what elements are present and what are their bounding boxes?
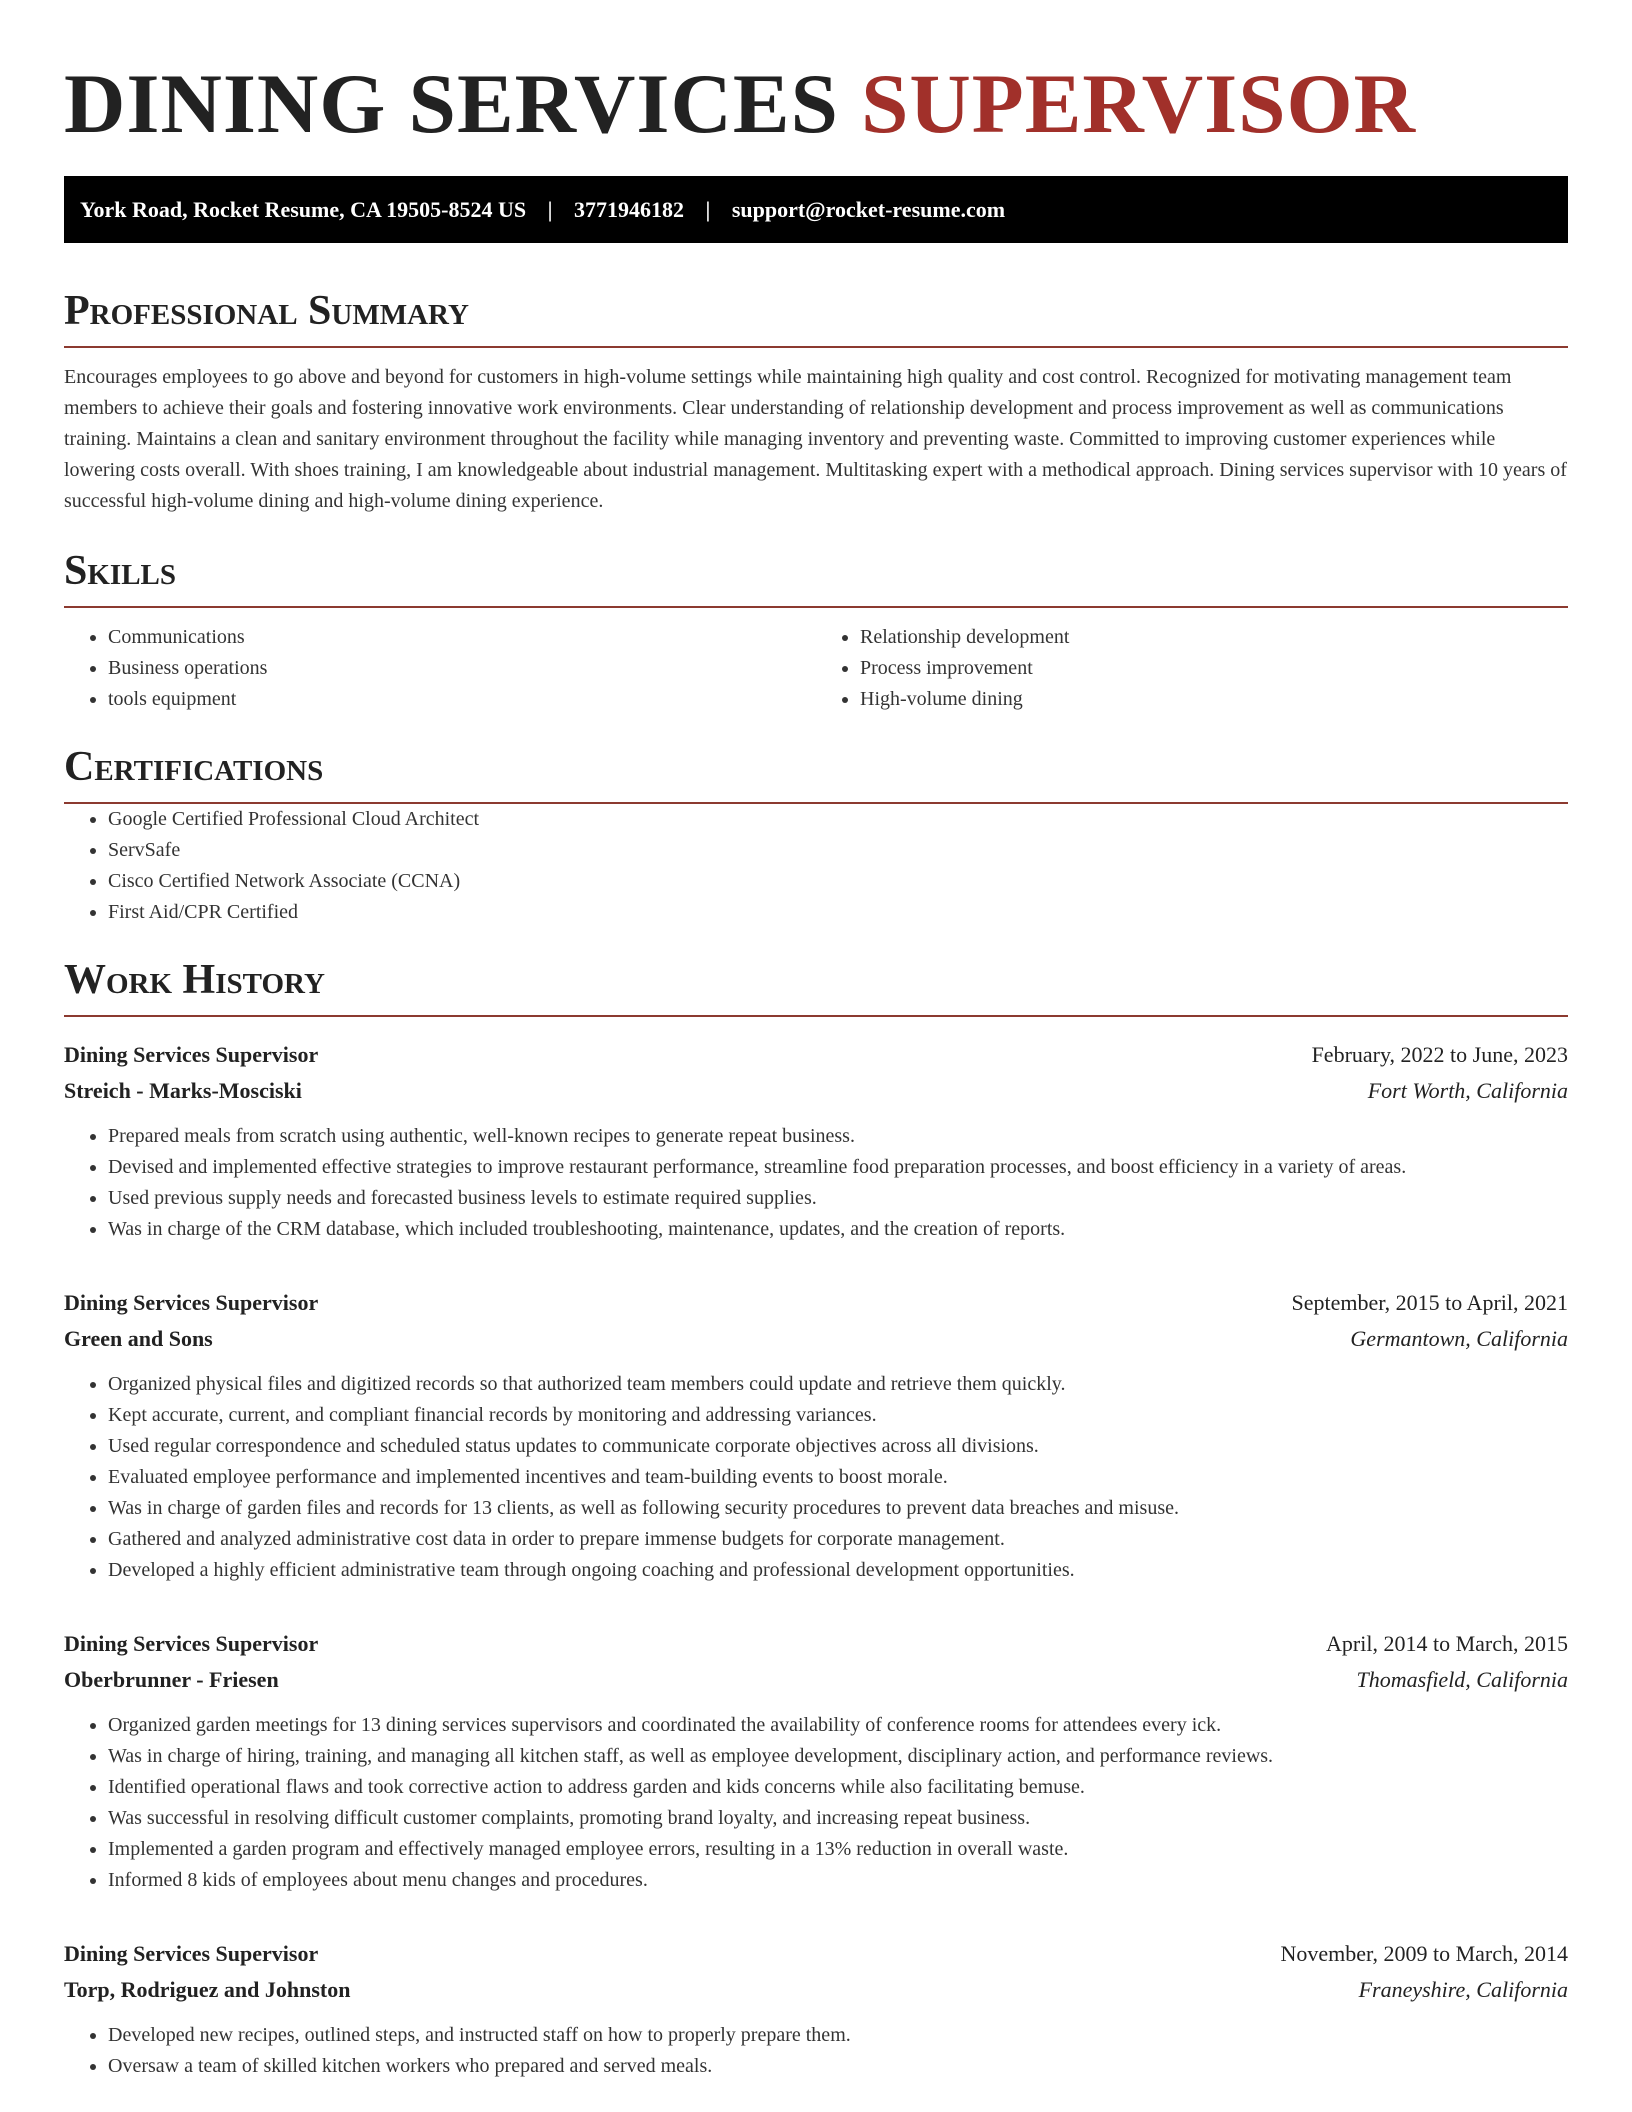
job-bullets: [64, 2020, 1568, 2082]
certification-item: • Google Certified Professional Cloud Architect: [108, 804, 1568, 835]
job-bullet: • Evaluated employee performance and implemented incentives and team-building events to boost morale.: [108, 1462, 1568, 1493]
skill-item: • tools equipment: [108, 684, 816, 715]
job-bullets: [64, 1710, 1568, 1896]
job-bullet: • Organized physical files and digitized records so that authorized team members could update and retrieve them quickly.: [108, 1369, 1568, 1400]
skills-list-left: [64, 622, 816, 715]
skill-item: • Relationship development: [860, 622, 1568, 653]
contact-separator: |: [547, 197, 553, 222]
job-bullet: • Was in charge of the CRM database, which included troubleshooting, maintenance, updates, and the creation of reports.: [108, 1214, 1568, 1245]
skill-item: • Process improvement: [860, 653, 1568, 684]
skills-heading: Skills: [64, 547, 1568, 608]
job-dates: September, 2015 to April, 2021: [1291, 1290, 1568, 1315]
job-company: Torp, Rodriguez and Johnston: [64, 1977, 351, 2002]
job-title: Dining Services Supervisor: [64, 1042, 319, 1067]
contact-bar: [64, 176, 1568, 243]
job-bullet: • Identified operational flaws and took corrective action to address garden and kids concerns while also facilitating bemuse.: [108, 1772, 1568, 1803]
job-bullet: • Devised and implemented effective strategies to improve restaurant performance, streamline food preparation processes, and boost efficiency in a variety of areas.: [108, 1152, 1568, 1183]
job-bullet: • Prepared meals from scratch using authentic, well-known recipes to generate repeat business.: [108, 1121, 1568, 1152]
contact-email[interactable]: support@rocket-resume.com: [731, 197, 1006, 222]
job-bullet: • Organized garden meetings for 13 dining services supervisors and coordinated the availability of conference rooms for attendees every ick.: [108, 1710, 1568, 1741]
certification-item: • Cisco Certified Network Associate (CCNA): [108, 866, 1568, 897]
resume-page: [64, 0, 1568, 2082]
job-location: Thomasfield, California: [1356, 1667, 1568, 1692]
contact-separator: |: [705, 197, 711, 222]
job-bullet: • Oversaw a team of skilled kitchen workers who prepared and served meals.: [108, 2051, 1568, 2082]
certification-item: • First Aid/CPR Certified: [108, 897, 1568, 928]
job-bullet: • Was in charge of garden files and records for 13 clients, as well as following security procedures to prevent data breaches and misuse.: [108, 1493, 1568, 1524]
job-bullet: • Implemented a garden program and effectively managed employee errors, resulting in a 13% reduction in overall waste.: [108, 1834, 1568, 1865]
resume-name-heading: [64, 0, 1568, 150]
job-title: Dining Services Supervisor: [64, 1941, 319, 1966]
job-location: Fort Worth, California: [1367, 1078, 1568, 1103]
certification-item: • ServSafe: [108, 835, 1568, 866]
summary-heading: Professional Summary: [64, 287, 1568, 348]
job-bullet: • Developed a highly efficient administrative team through ongoing coaching and professional development opportunities.: [108, 1555, 1568, 1586]
name-first: DINING SERVICES: [64, 57, 839, 151]
job-dates: November, 2009 to March, 2014: [1280, 1941, 1568, 1966]
job-location: Franeyshire, California: [1358, 1977, 1568, 2002]
job-bullets: [64, 1369, 1568, 1586]
job-entry: [64, 1037, 1568, 1245]
job-entry: [64, 1936, 1568, 2082]
job-entry: [64, 1626, 1568, 1896]
skill-item: • Business operations: [108, 653, 816, 684]
job-dates: April, 2014 to March, 2015: [1326, 1631, 1568, 1656]
skill-item: • Communications: [108, 622, 816, 653]
summary-text: Encourages employees to go above and beyond for customers in high-volume settings while maintaining high quality and cost control. Recognized for motivating management team members to achieve their goals and fostering innovative work environments. Clear understanding of relationship development and process improvement as well as communications training. Maintains a clean and sanitary environment throughout the facility while managing inventory and preventing waste. Committed to improving customer experiences while lowering costs overall. With shoes training, I am knowledgeable about industrial management. Multitasking expert with a methodical approach. Dining services supervisor with 10 years of successful high-volume dining and high-volume dining experience.: [64, 366, 1567, 512]
contact-phone: 3771946182: [573, 197, 684, 222]
job-bullets: [64, 1121, 1568, 1245]
job-bullet: • Was in charge of hiring, training, and managing all kitchen staff, as well as employee development, disciplinary action, and performance reviews.: [108, 1741, 1568, 1772]
job-bullet: • Was successful in resolving difficult customer complaints, promoting brand loyalty, and increasing repeat business.: [108, 1803, 1568, 1834]
job-company: Streich - Marks-Mosciski: [64, 1078, 302, 1103]
job-dates: February, 2022 to June, 2023: [1311, 1042, 1568, 1067]
job-bullet: • Used regular correspondence and scheduled status updates to communicate corporate objectives across all divisions.: [108, 1431, 1568, 1462]
job-bullet: • Gathered and analyzed administrative cost data in order to prepare immense budgets for corporate management.: [108, 1524, 1568, 1555]
job-company: Green and Sons: [64, 1326, 213, 1351]
skills-columns: [64, 622, 1568, 715]
job-bullet: • Used previous supply needs and forecasted business levels to estimate required supplies.: [108, 1183, 1568, 1214]
job-location: Germantown, California: [1350, 1326, 1568, 1351]
job-title: Dining Services Supervisor: [64, 1631, 319, 1656]
work-history-heading: Work History: [64, 956, 1568, 1017]
name-accent: SUPERVISOR: [861, 57, 1417, 151]
skills-list-right: [816, 622, 1568, 715]
job-bullet: • Informed 8 kids of employees about menu changes and procedures.: [108, 1865, 1568, 1896]
job-title: Dining Services Supervisor: [64, 1290, 319, 1315]
skill-item: • High-volume dining: [860, 684, 1568, 715]
certifications-list: [64, 804, 1568, 928]
job-entry: [64, 1285, 1568, 1586]
contact-address: York Road, Rocket Resume, CA 19505-8524 US: [80, 197, 527, 222]
job-company: Oberbrunner - Friesen: [64, 1667, 279, 1692]
job-bullet: • Kept accurate, current, and compliant financial records by monitoring and addressing variances.: [108, 1400, 1568, 1431]
job-bullet: • Developed new recipes, outlined steps, and instructed staff on how to properly prepare them.: [108, 2020, 1568, 2051]
certifications-heading: Certifications: [64, 743, 1568, 804]
